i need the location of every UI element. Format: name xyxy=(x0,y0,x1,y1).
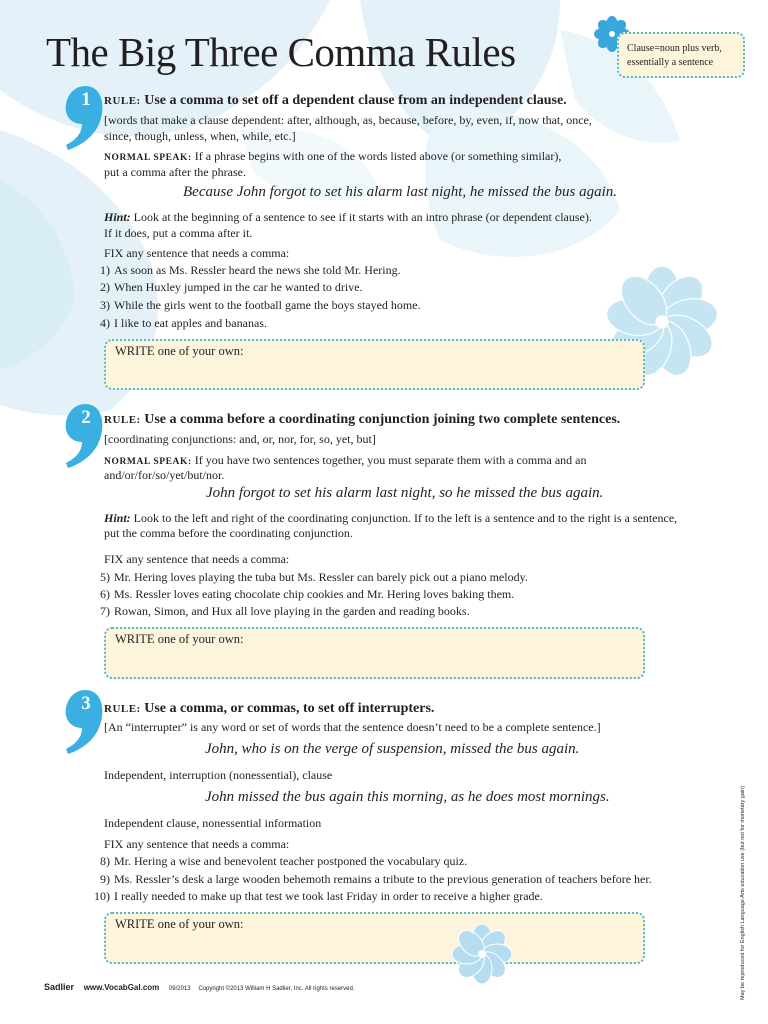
rule-label: RULE: xyxy=(104,703,141,715)
write-label: WRITE one of your own: xyxy=(115,344,244,358)
list-item: 9) Ms. Ressler’s desk a large wooden behemoth remains a tribute to the previous generation of teachers before her. xyxy=(100,872,652,886)
write-label: WRITE one of your own: xyxy=(115,632,244,646)
hint-label: Hint: xyxy=(104,511,131,525)
list-item: 4) I like to eat apples and bananas. xyxy=(100,316,267,330)
write-box-2[interactable] xyxy=(104,627,645,679)
rule-number-2: 2 xyxy=(81,407,91,428)
list-item: 1) As soon as Ms. Ressler heard the news she told Mr. Hering. xyxy=(100,263,401,277)
normal-speak-label: NORMAL SPEAK: xyxy=(104,457,192,467)
rule-3-bracket-line: [An “interrupter” is any word or set of words that the sentence doesn’t need to be a complete sentence.] xyxy=(104,720,601,734)
rule-1-fix-label: FIX any sentence that needs a comma: xyxy=(104,246,290,260)
rule-3-example: John, who is on the verge of suspension, missed the bus again. xyxy=(205,741,580,757)
normal-speak-text: If you have two sentences together, you must separate them with a comma and an xyxy=(194,453,587,467)
list-item: 5) Mr. Hering loves playing the tuba but Ms. Ressler can barely pick out a piano melody. xyxy=(100,570,528,584)
rule-2-example: John forgot to set his alarm last night, so he missed the bus again. xyxy=(206,485,604,501)
rule-1-heading xyxy=(104,93,567,109)
rule-label: RULE: xyxy=(104,414,141,426)
footer-url[interactable]: www.VocabGal.com xyxy=(83,983,160,992)
rule-1-hint-cont: If it does, put a comma after it. xyxy=(104,226,253,240)
rule-3-example-caption: Independent, interruption (nonessential), clause xyxy=(104,768,333,782)
hint-text: Look at the beginning of a sentence to see if it starts with an intro phrase (or dependent clause). xyxy=(133,210,592,224)
side-note-line: Clause=noun plus verb, xyxy=(627,43,722,54)
list-item: 8) Mr. Hering a wise and benevolent teacher postponed the vocabulary quiz. xyxy=(100,854,468,868)
rule-2-bracket-line: [coordinating conjunctions: and, or, nor, for, so, yet, but] xyxy=(104,432,376,446)
sadlier-logo: Sadlier xyxy=(44,982,75,992)
rule-1-bracket-line: since, though, unless, when, while, etc.] xyxy=(104,129,296,143)
footer-date: 09/2013 xyxy=(168,986,191,992)
rule-2-fix-label: FIX any sentence that needs a comma: xyxy=(104,552,290,566)
page-title: The Big Three Comma Rules xyxy=(46,29,516,75)
write-label: WRITE one of your own: xyxy=(115,917,244,931)
rule-2-hint-cont: put the comma before the coordinating conjunction. xyxy=(104,526,353,540)
footer-copyright: Copyright ©2013 William H Sadlier, Inc. All rights reserved. xyxy=(198,986,355,992)
footer xyxy=(44,982,354,992)
write-box-3[interactable] xyxy=(104,912,645,964)
rule-text: Use a comma before a coordinating conjunction joining two complete sentences. xyxy=(144,412,621,427)
rule-text: Use a comma, or commas, to set off interrupters. xyxy=(144,701,435,716)
normal-speak-text: If a phrase begins with one of the words listed above (or something similar), xyxy=(194,149,562,163)
side-note xyxy=(617,32,745,78)
rule-1-example: Because John forgot to set his alarm last night, he missed the bus again. xyxy=(183,184,617,200)
rule-2-heading xyxy=(104,412,620,428)
list-item: 3) While the girls went to the football game the boys stayed home. xyxy=(100,298,421,312)
hint-text: Look to the left and right of the coordinating conjunction. If to the left is a sentence and to the right is a sentence, xyxy=(133,511,678,525)
rule-1-normal-speak-cont: put a comma after the phrase. xyxy=(104,165,246,179)
list-item: 7) Rowan, Simon, and Hux all love playing in the garden and reading books. xyxy=(100,604,470,618)
rule-2-hint xyxy=(104,510,677,526)
rule-3-heading xyxy=(104,701,434,717)
normal-speak-label: NORMAL SPEAK: xyxy=(104,153,192,163)
side-rights-text: May be reproduced for English Language Arts education use (but not for monetary gain) xyxy=(740,785,746,1000)
rule-number-1: 1 xyxy=(81,89,91,110)
rule-text: Use a comma to set off a dependent clause from an independent clause. xyxy=(144,93,567,108)
list-item: 10) I really needed to make up that test we took last Friday in order to receive a higher grade. xyxy=(94,889,543,903)
rule-1-hint xyxy=(104,209,592,225)
list-item: 6) Ms. Ressler loves eating chocolate chip cookies and Mr. Hering loves baking them. xyxy=(100,587,515,601)
hint-label: Hint: xyxy=(104,210,131,224)
list-item: 2) When Huxley jumped in the car he wanted to drive. xyxy=(100,280,363,294)
rule-3-example-2-caption: Independent clause, nonessential information xyxy=(104,816,322,830)
rule-3-example-2: John missed the bus again this morning, as he does most mornings. xyxy=(205,789,610,805)
flower-icon xyxy=(452,924,512,984)
rule-2-normal-speak-cont: and/or/for/so/yet/but/nor. xyxy=(104,468,225,482)
rule-1-bracket-line: [words that make a clause dependent: after, although, as, because, before, by, even, if, now that, once, xyxy=(104,113,592,127)
rule-label: RULE: xyxy=(104,95,141,107)
rule-3-fix-label: FIX any sentence that needs a comma: xyxy=(104,837,290,851)
write-box-1[interactable] xyxy=(104,339,645,390)
rule-number-3: 3 xyxy=(81,693,91,714)
side-note-line: essentially a sentence xyxy=(627,57,714,68)
